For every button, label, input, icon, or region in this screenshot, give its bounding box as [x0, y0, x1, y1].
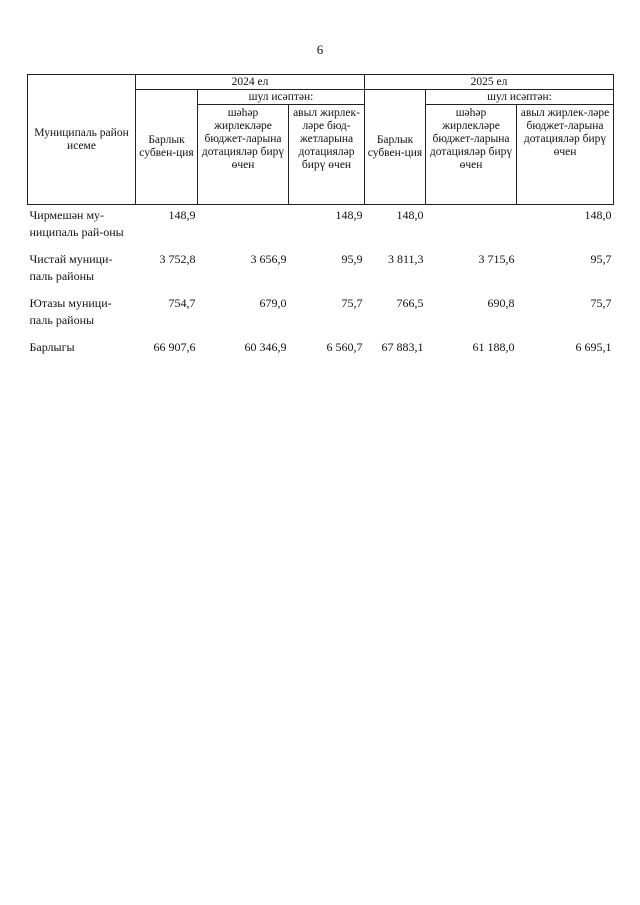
total-2025-cell: 148,0: [396, 208, 424, 222]
table-row: [28, 293, 614, 337]
city-2025-cell: 61 188,0: [472, 340, 515, 354]
district-name: Чистай муници-паль районы: [29, 252, 113, 283]
rural-2024-cell: 75,7: [341, 296, 363, 310]
table-row-total: [28, 337, 614, 356]
header-rural-2024: авыл жирлек-ләре бюд-жетларына дотацияләр бирү өчен: [289, 105, 365, 205]
rural-2024-cell: 6 560,7: [326, 340, 363, 354]
city-2025-cell: [426, 205, 517, 250]
total-2025-cell: 67 883,1: [381, 340, 424, 354]
total-2024-cell: 66 907,6: [153, 340, 196, 354]
district-name: Барлыгы: [29, 340, 75, 354]
header-including-2024: шул исәптән:: [198, 90, 365, 105]
rural-2025-cell: 6 695,1: [575, 340, 612, 354]
header-year-2024: 2024 ел: [136, 75, 365, 90]
total-2024-cell: 754,7: [168, 296, 196, 310]
rural-2024-cell: 95,9: [341, 252, 363, 266]
total-2024-cell: 148,9: [168, 208, 196, 222]
header-city-2024: шәһәр жирлекләре бюджет-ларына дотацияләр бирү өчен: [198, 105, 289, 205]
district-name: Ютазы муници-паль районы: [29, 296, 112, 327]
city-2024-cell: 60 346,9: [244, 340, 287, 354]
header-year-2025: 2025 ел: [365, 75, 614, 90]
rural-2025-cell: 148,0: [584, 208, 612, 222]
total-2025-cell: 3 811,3: [387, 252, 424, 266]
subsidy-table: [27, 74, 614, 356]
city-2024-cell: [198, 205, 289, 250]
total-2024-cell: 3 752,8: [159, 252, 196, 266]
city-2024-cell: 679,0: [259, 296, 287, 310]
table-body: [28, 205, 614, 357]
header-total-2024: Барлык субвен-ция: [136, 90, 198, 205]
header-total-2025: Барлык субвен-ция: [365, 90, 426, 205]
city-2024-cell: 3 656,9: [250, 252, 287, 266]
city-2025-cell: 3 715,6: [478, 252, 515, 266]
table-row: [28, 249, 614, 293]
district-name: Чирмешән му-ниципаль рай-оны: [29, 208, 124, 239]
table-header: [28, 75, 614, 205]
header-rural-2025: авыл жирлек-ләре бюджет-ларына дотацияләр бирү өчен: [517, 105, 614, 205]
city-2025-cell: 690,8: [487, 296, 515, 310]
rural-2025-cell: 95,7: [590, 252, 612, 266]
header-city-2025: шәһәр жирлекләре бюджет-ларына дотацияләр бирү өчен: [426, 105, 517, 205]
header-district-name: Муниципаль район исеме: [28, 75, 136, 205]
page-number: 6: [316, 42, 324, 57]
table-row: [28, 205, 614, 250]
rural-2024-cell: 148,9: [335, 208, 363, 222]
header-including-2025: шул исәптән:: [426, 90, 614, 105]
total-2025-cell: 766,5: [396, 296, 424, 310]
rural-2025-cell: 75,7: [590, 296, 612, 310]
